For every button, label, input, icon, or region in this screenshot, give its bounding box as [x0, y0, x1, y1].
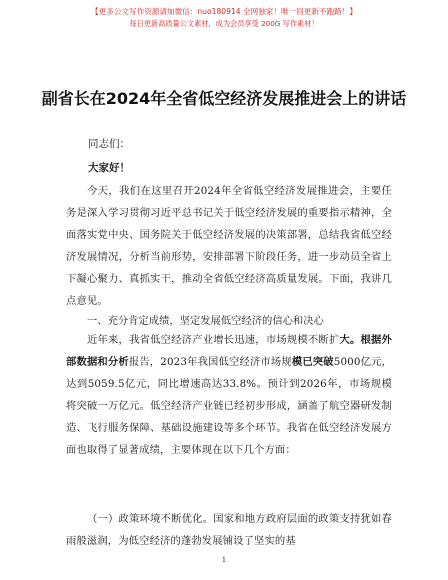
section-heading-1: 一、充分肯定成绩，坚定发展低空经济的信心和决心 — [87, 315, 324, 327]
para2-bold-d: 模已突破 — [291, 356, 334, 368]
para2-bold-b: 大。根据外部数据和分析 — [66, 334, 392, 368]
para2-text-a: 近年来，我省低空经济产业增长迅速，市场规模不断扩 — [87, 334, 340, 346]
body-paragraph-2 — [66, 329, 392, 461]
body-paragraph-1: 今天，我们在这里召开2024年全省低空经济发展推进会，主要任务是深入学习贯彻习近平总书记关于低空经济发展的重要指示精神，全面落实党中央、国务院关于低空经济发展的决策部署，总结我省低空经济发展情况，分析当前形势，安排部署下阶段任务，进一步动员全省上下凝心聚力、真抓实干，推动全省低空经济高质量发展。下面，我讲几点意见。 — [66, 185, 392, 307]
greeting: 大家好！ — [88, 162, 130, 174]
page-number: 1 — [221, 556, 227, 564]
document-title: 副省长在2024年全省低空经济发展推进会上的讲话 — [41, 89, 407, 108]
promo-banner-line1: 【更多公文写作资源请加微信：nuo180914 全网独家！唯一回更新不跑路！】 — [91, 7, 357, 16]
promo-banner-line2: 每日更新高质量公文素材，成为会员享受 200G 写作素材！ — [129, 19, 319, 28]
salutation: 同志们： — [88, 138, 130, 150]
para2-text-e: 5000亿元，达到5059.5亿元，同比增速高达33.8%。预计到2026年，市场规模将突破一万亿元。低空经济产业链已经初步形成，涵盖了航空器研发制造、飞行服务保障、基础设施建设等多个环节。我省在低空经济发展方面也取得了显著成绩，主要体现在以下几个方面： — [66, 356, 392, 456]
body-paragraph-3: （一）政策环境不断优化。国家和地方政府层面的政策支持犹如春雨般滋润，为低空经济的蓬勃发展铺设了坚实的基 — [66, 513, 392, 547]
promo-banner — [0, 6, 448, 29]
para2-text-c: 报告，2023年我国低空经济市场规 — [128, 356, 292, 368]
